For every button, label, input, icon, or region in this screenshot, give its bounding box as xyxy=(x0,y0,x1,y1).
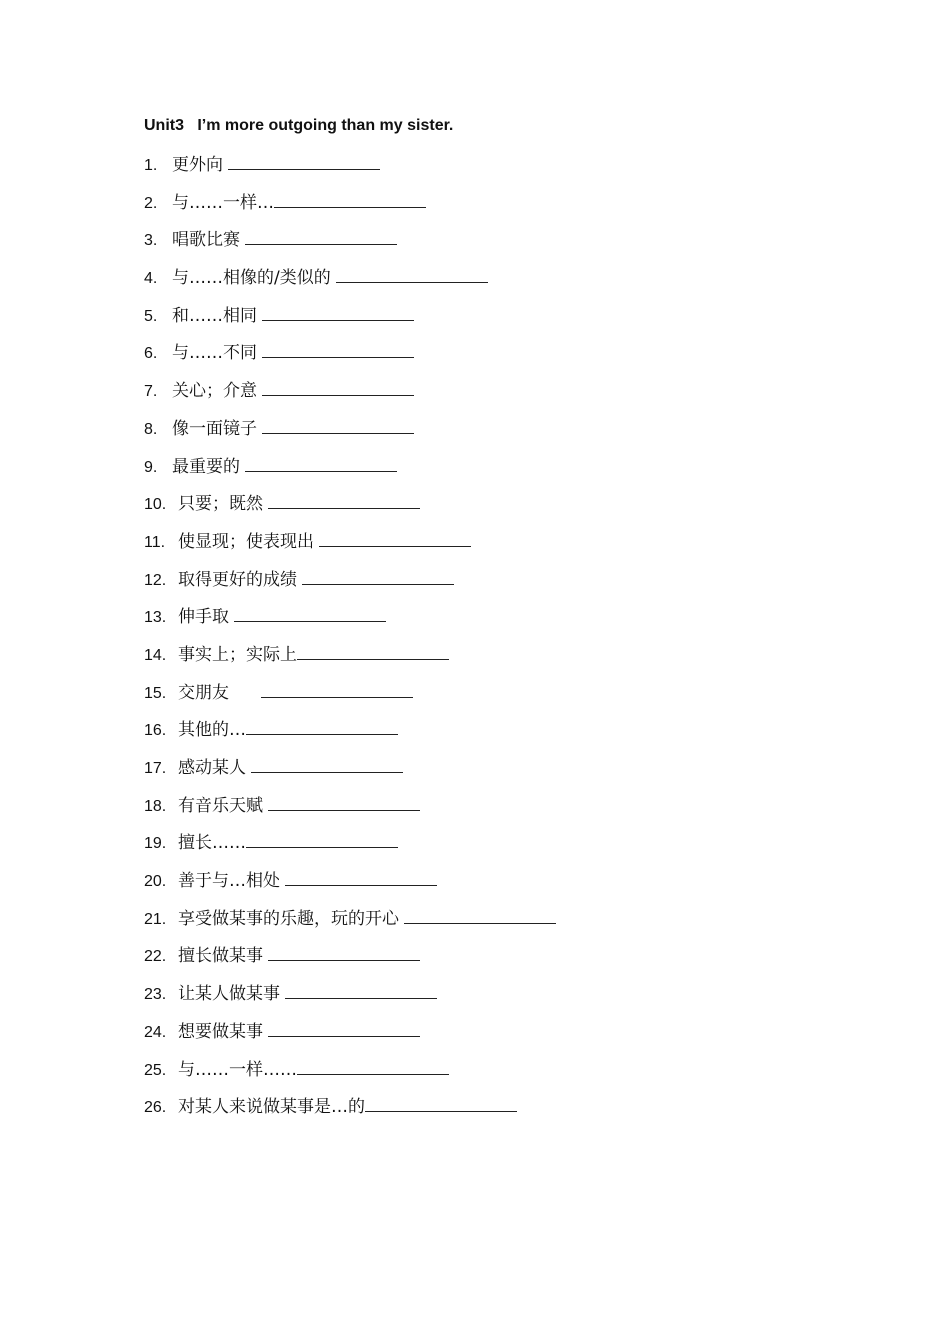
item-gap xyxy=(229,683,261,703)
item-text: 最重要的 xyxy=(172,456,246,477)
answer-blank[interactable] xyxy=(261,679,413,698)
list-item xyxy=(144,829,556,867)
list-item xyxy=(144,377,556,415)
answer-blank[interactable] xyxy=(246,716,398,735)
item-number: 19. xyxy=(144,835,167,853)
item-text: 让某人做某事 xyxy=(178,984,286,1005)
list-item xyxy=(144,151,556,189)
list-item xyxy=(144,754,556,792)
answer-blank[interactable] xyxy=(274,189,426,208)
answer-blank[interactable] xyxy=(262,377,414,396)
item-text: 擅长…… xyxy=(178,833,246,854)
item-number: 7. xyxy=(144,383,158,401)
answer-blank[interactable] xyxy=(268,942,420,961)
item-number: 17. xyxy=(144,760,167,777)
item-number: 21. xyxy=(144,910,167,928)
item-number: 5. xyxy=(144,307,158,325)
answer-blank[interactable] xyxy=(228,151,380,170)
list-item xyxy=(144,339,556,377)
list-item xyxy=(144,264,556,302)
list-item xyxy=(144,528,556,566)
item-text: 只要；既然 xyxy=(178,494,269,515)
answer-blank[interactable] xyxy=(262,302,414,321)
item-number: 2. xyxy=(144,194,158,212)
item-number: 4. xyxy=(144,270,158,288)
item-number: 3. xyxy=(144,232,158,250)
item-text: 感动某人 xyxy=(178,758,252,778)
list-item xyxy=(144,566,556,604)
answer-blank[interactable] xyxy=(268,490,420,509)
answer-blank[interactable] xyxy=(245,453,397,472)
list-item xyxy=(144,867,556,905)
item-number: 26. xyxy=(144,1099,167,1117)
item-number: 1. xyxy=(144,157,158,174)
answer-blank[interactable] xyxy=(262,415,414,434)
item-text: 交朋友 xyxy=(178,682,229,703)
list-item xyxy=(144,1018,556,1056)
answer-blank[interactable] xyxy=(262,339,414,358)
answer-blank[interactable] xyxy=(319,528,471,547)
item-number: 14. xyxy=(144,646,167,664)
list-item xyxy=(144,1093,556,1131)
item-number: 9. xyxy=(144,458,158,476)
list-item xyxy=(144,716,556,754)
item-text: 想要做某事 xyxy=(178,1021,269,1042)
list-item xyxy=(144,226,556,264)
item-text: 享受做某事的乐趣，玩的开心 xyxy=(178,908,405,929)
list-item xyxy=(144,302,556,340)
answer-blank[interactable] xyxy=(285,980,437,999)
list-item xyxy=(144,1056,556,1094)
answer-blank[interactable] xyxy=(251,754,403,773)
item-number: 8. xyxy=(144,420,158,438)
item-text: 关心；介意 xyxy=(172,381,263,402)
item-text: 与……一样…… xyxy=(178,1059,297,1080)
item-number: 23. xyxy=(144,986,167,1004)
item-text: 与……相像的/类似的 xyxy=(172,268,337,289)
item-number: 16. xyxy=(144,722,167,740)
page-title: Unit3 I’m more outgoing than my sister. xyxy=(144,117,454,134)
item-text: 有音乐天赋 xyxy=(178,795,269,816)
list-item xyxy=(144,453,556,491)
item-text: 与……不同 xyxy=(172,343,263,364)
item-number: 18. xyxy=(144,797,167,815)
item-text: 和……相同 xyxy=(172,305,263,326)
list-item xyxy=(144,980,556,1018)
answer-blank[interactable] xyxy=(268,1018,420,1037)
item-text: 其他的… xyxy=(178,720,246,741)
item-number: 10. xyxy=(144,496,167,514)
item-text: 与……一样… xyxy=(172,192,274,213)
list-item xyxy=(144,792,556,830)
item-number: 11. xyxy=(144,533,166,551)
answer-blank[interactable] xyxy=(302,566,454,585)
answer-blank[interactable] xyxy=(297,641,449,660)
item-number: 6. xyxy=(144,345,158,363)
answer-blank[interactable] xyxy=(245,226,397,245)
item-text: 使显现；使表现出 xyxy=(178,531,320,552)
item-number: 24. xyxy=(144,1023,167,1041)
answer-blank[interactable] xyxy=(336,264,488,283)
answer-blank[interactable] xyxy=(365,1093,517,1112)
answer-blank[interactable] xyxy=(234,603,386,622)
item-text: 取得更好的成绩 xyxy=(178,569,303,590)
list-item xyxy=(144,942,556,980)
item-text: 善于与…相处 xyxy=(178,871,286,892)
item-number: 22. xyxy=(144,948,167,966)
answer-blank[interactable] xyxy=(285,867,437,886)
answer-blank[interactable] xyxy=(404,905,556,924)
item-number: 15. xyxy=(144,684,167,702)
answer-blank[interactable] xyxy=(268,792,420,811)
answer-blank[interactable] xyxy=(246,829,398,848)
item-number: 12. xyxy=(144,571,167,589)
item-text: 唱歌比赛 xyxy=(172,230,246,251)
item-text: 像一面镜子 xyxy=(172,418,263,439)
item-text: 擅长做某事 xyxy=(178,946,269,967)
list-item xyxy=(144,603,556,641)
list-item xyxy=(144,905,556,943)
item-text: 事实上；实际上 xyxy=(178,644,297,665)
item-number: 20. xyxy=(144,873,167,891)
list-item xyxy=(144,679,556,717)
item-number: 13. xyxy=(144,609,167,627)
item-text: 更外向 xyxy=(172,155,229,175)
answer-blank[interactable] xyxy=(297,1056,449,1075)
list-item xyxy=(144,490,556,528)
vocabulary-list xyxy=(144,151,556,1131)
item-number: 25. xyxy=(144,1061,167,1079)
item-text: 对某人来说做某事是…的 xyxy=(178,1097,365,1118)
list-item xyxy=(144,415,556,453)
item-text: 伸手取 xyxy=(178,607,235,628)
list-item xyxy=(144,189,556,227)
list-item xyxy=(144,641,556,679)
